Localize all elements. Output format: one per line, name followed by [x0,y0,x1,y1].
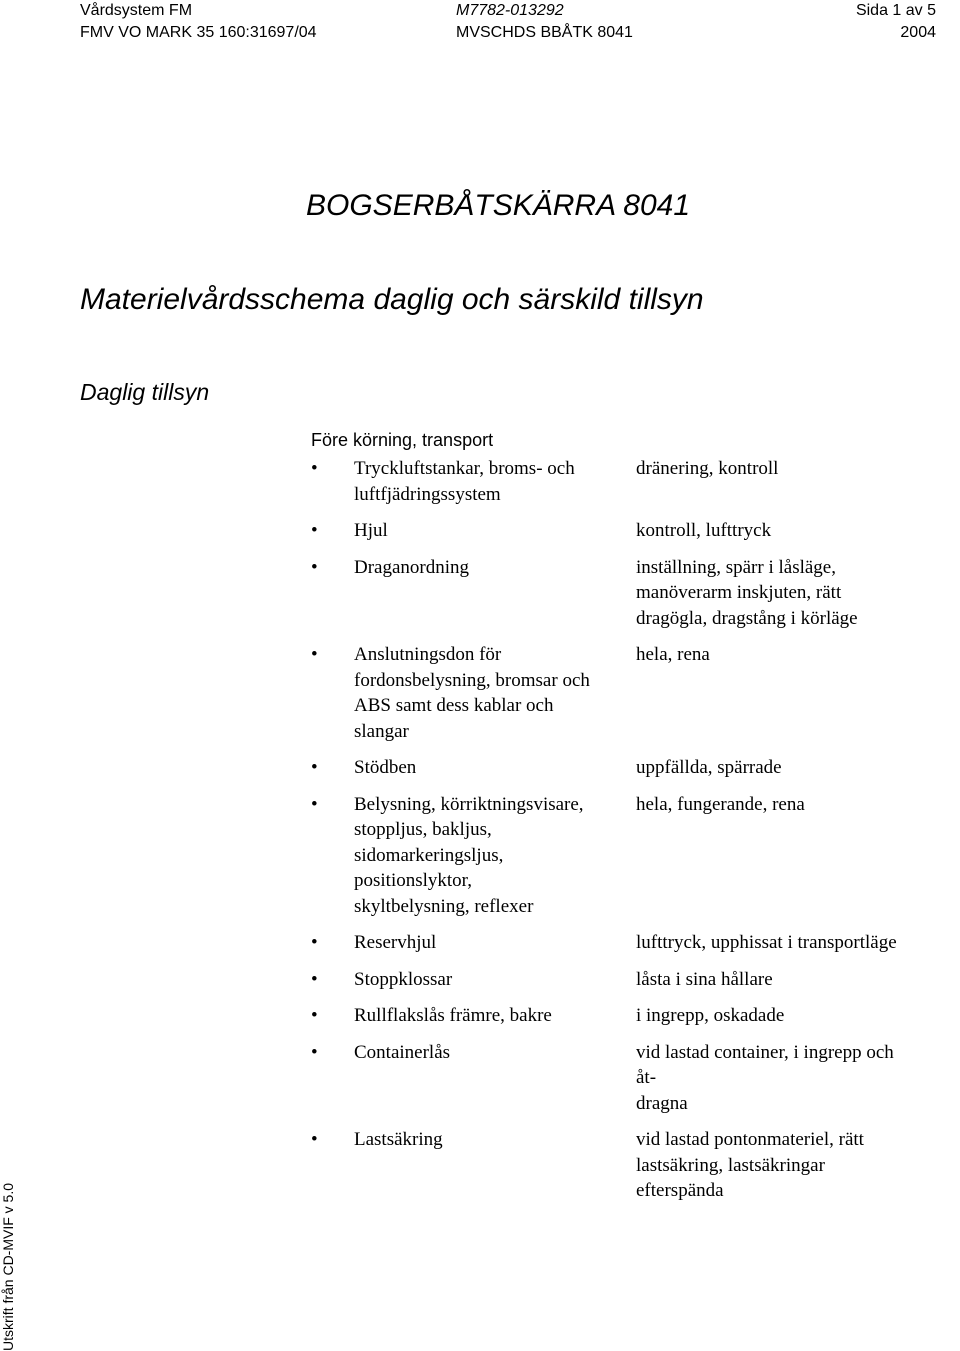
item-name-line: Stoppklossar [354,968,453,990]
item-action-line: dragögla, dragstång i körläge [636,607,858,629]
item-name-line: sidomarkeringsljus, [354,844,504,866]
system-name: Vårdsystem FM [80,2,193,19]
bullet-marker: • [311,556,318,578]
item-name [354,518,624,544]
bullet-marker: • [311,644,318,665]
item-action [636,642,946,668]
item-name [354,1003,624,1029]
item-action [636,1040,946,1117]
item-action [636,792,946,818]
item-name-line: Containerlås [354,1041,451,1063]
item-name [354,642,624,744]
item-action [636,930,946,956]
item-action-line: uppfällda, spärrade [636,757,782,778]
item-name [354,1040,624,1066]
item-action-line: lufttryck, upphissat i transportläge [636,932,897,953]
item-name [354,456,624,507]
bullet-marker: • [311,458,318,479]
item-action [636,1127,946,1204]
item-name-line: Anslutningsdon för [354,644,502,665]
print-source-note: Utskrift från CD-MVIF v 5.0 [0,1182,16,1351]
item-name-line: Lastsäkring [354,1129,443,1150]
bullet-marker: • [311,968,318,990]
item-action-line: inställning, spärr i låsläge, [636,556,836,578]
item-name-line: slangar [354,720,409,742]
bullet-marker: • [311,520,318,541]
reference-number: FMV VO MARK 35 160:31697/04 [80,24,317,41]
item-name [354,1127,624,1153]
item-name-line: stoppljus, bakljus, [354,819,492,840]
bullet-marker: • [311,793,318,815]
document-year: 2004 [900,24,936,41]
item-action-line: åt- [636,1067,657,1088]
item-action-line: i ingrepp, oskadade [636,1005,785,1026]
bullet-marker: • [311,932,318,953]
item-name [354,792,624,920]
item-action-line: vid lastad pontonmateriel, rätt [636,1129,864,1150]
item-action-line: låsta i sina hållare [636,968,773,990]
bullet-marker: • [311,1005,318,1026]
item-name-line: luftfjädringssystem [354,483,501,505]
item-name-line: Belysning, körriktningsvisare, [354,793,584,815]
item-action-line: dränering, kontroll [636,458,779,479]
item-name-line: Reservhjul [354,932,437,953]
item-name-line: positionslyktor, [354,870,472,891]
item-name-line: ABS samt dess kablar och [354,695,554,716]
item-action [636,555,946,632]
bullet-marker: • [311,757,318,778]
item-action-line: efterspända [636,1180,724,1201]
item-name [354,755,624,781]
item-action-line: manöverarm inskjuten, rätt [636,582,842,603]
item-name [354,967,624,993]
document-code: MVSCHDS BBÅTK 8041 [456,24,633,41]
document-title: BOGSERBÅTSKÄRRA 8041 [306,189,691,222]
item-name-line: Hjul [354,520,388,541]
document-subtitle: Materielvårdsschema daglig och särskild tillsyn [80,283,704,316]
item-action-line: dragna [636,1092,688,1114]
item-action-line: lastsäkring, lastsäkringar [636,1154,825,1176]
bullet-marker: • [311,1129,318,1150]
item-action [636,967,946,993]
item-action [636,755,946,781]
page-number: Sida 1 av 5 [855,2,936,19]
item-action-line: hela, fungerande, rena [636,793,805,815]
item-name-line: Tryckluftstankar, broms- och [354,458,575,479]
item-name [354,930,624,956]
item-action-line: vid lastad container, i ingrepp och [636,1041,894,1063]
document-number: M7782-013292 [456,2,564,19]
bullet-marker: • [311,1041,318,1063]
item-name-line: Stödben [354,757,417,778]
subsection-heading: Före körning, transport [311,430,494,450]
item-action-line: kontroll, lufttryck [636,520,772,541]
item-name-line: skyltbelysning, reflexer [354,895,534,917]
item-name-line: Draganordning [354,556,470,578]
item-action [636,456,946,482]
section-heading: Daglig tillsyn [80,379,210,405]
item-action [636,518,946,544]
item-name-line: fordonsbelysning, bromsar och [354,669,590,691]
item-action-line: hela, rena [636,644,710,665]
item-name [354,555,624,581]
item-action [636,1003,946,1029]
item-name-line: Rullflakslås främre, bakre [354,1005,552,1026]
